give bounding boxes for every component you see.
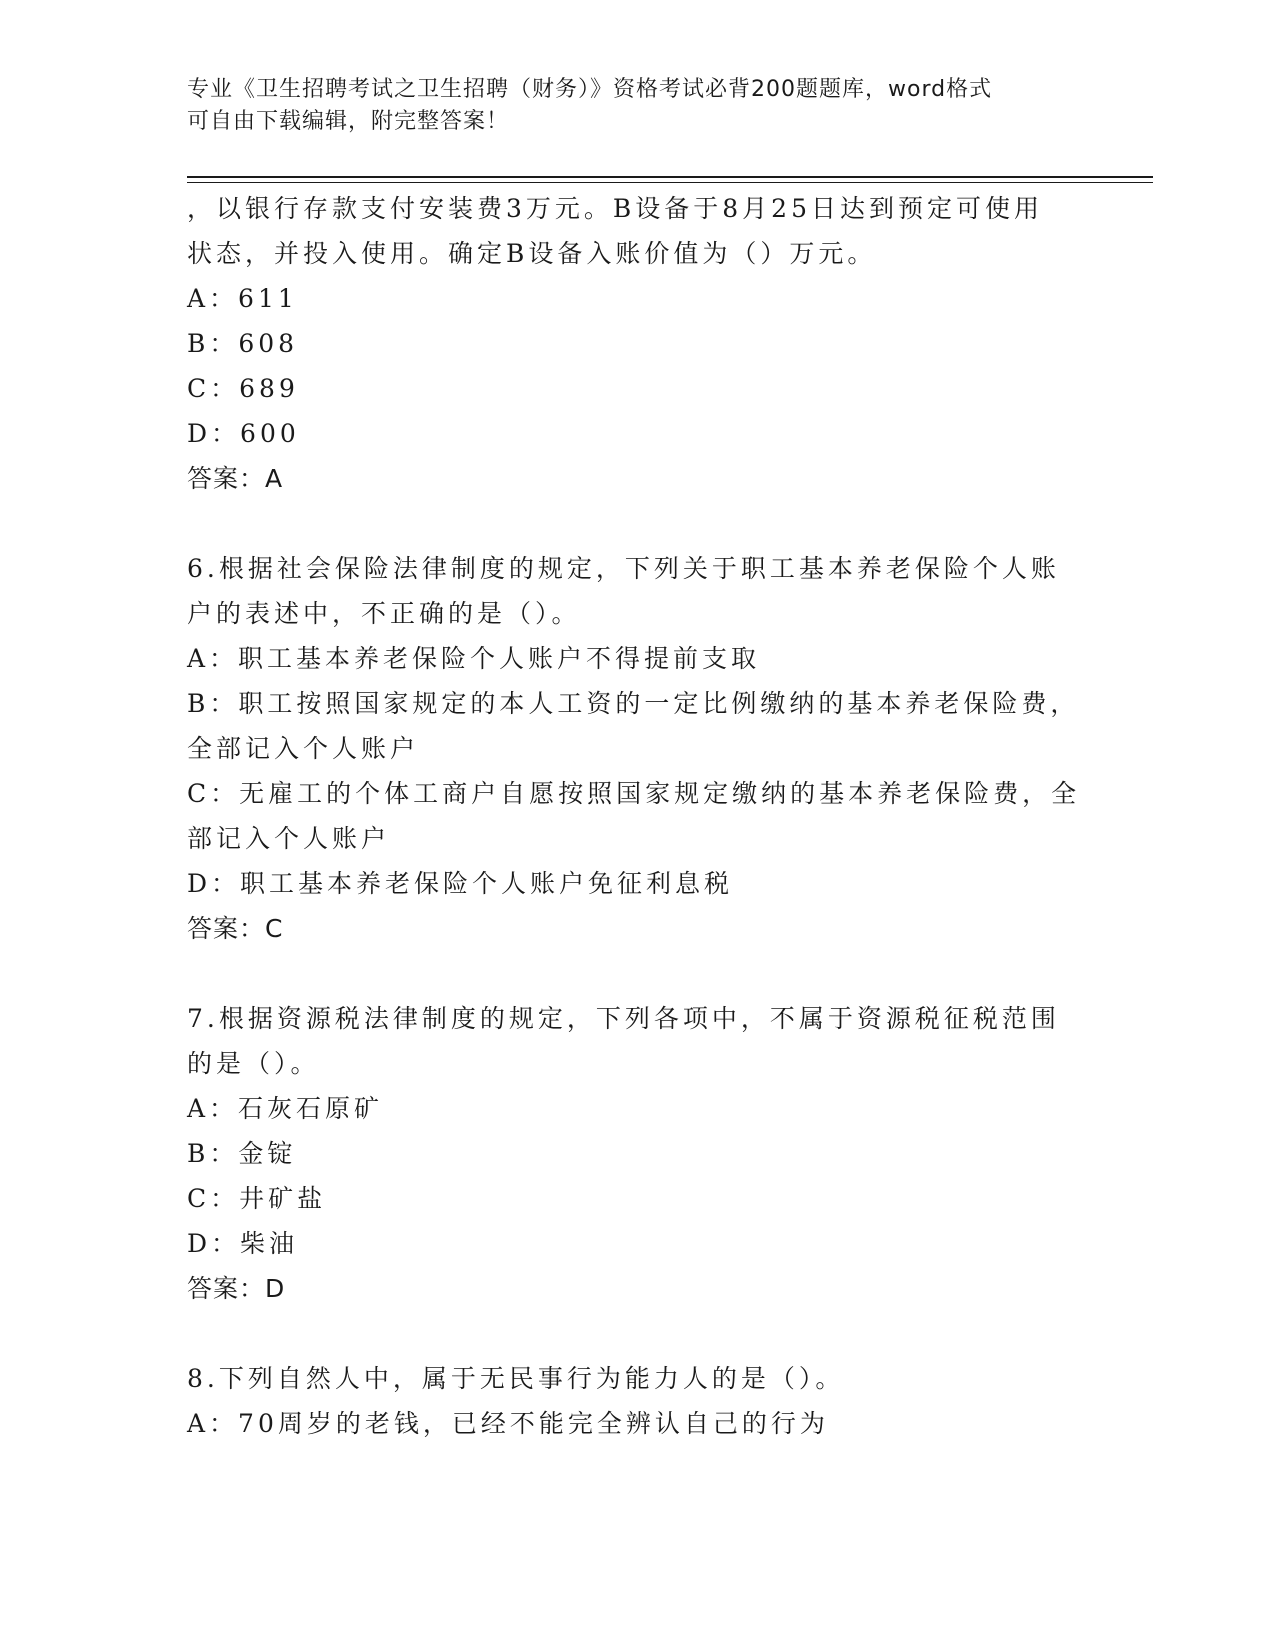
document-header xyxy=(187,74,1087,138)
question-7 xyxy=(187,996,1087,1311)
option-c-continued: 部记入个人账户 xyxy=(187,824,391,853)
question-stem-line: 8.下列自然人中，属于无民事行为能力人的是（）。 xyxy=(187,1364,845,1393)
answer-line: 答案：A xyxy=(187,464,284,493)
spacer xyxy=(187,951,1087,996)
question-5-fragment xyxy=(187,186,1087,501)
answer-line: 答案：D xyxy=(187,1274,286,1303)
spacer xyxy=(187,1311,1087,1356)
header-line-1: 专业《卫生招聘考试之卫生招聘（财务）》资格考试必背200题题库，word格式 xyxy=(187,77,993,102)
spacer xyxy=(187,501,1087,546)
option-c: C：689 xyxy=(187,374,299,403)
question-stem-line: 状态，并投入使用。确定B设备入账价值为（）万元。 xyxy=(187,239,877,268)
header-divider-thin xyxy=(187,182,1153,183)
question-stem-line: 的是（）。 xyxy=(187,1049,320,1078)
question-stem-line: 7.根据资源税法律制度的规定，下列各项中，不属于资源税征税范围 xyxy=(187,1004,1060,1033)
document-body xyxy=(187,186,1087,1446)
option-b: B：608 xyxy=(187,329,299,358)
option-d: D：柴油 xyxy=(187,1229,299,1258)
option-d: D：600 xyxy=(187,419,300,448)
question-stem-line: 6.根据社会保险法律制度的规定，下列关于职工基本养老保险个人账 xyxy=(187,554,1060,583)
header-line-2: 可自由下载编辑，附完整答案！ xyxy=(187,109,510,134)
option-c: C：井矿盐 xyxy=(187,1184,327,1213)
question-6 xyxy=(187,546,1087,951)
question-8 xyxy=(187,1356,1087,1446)
question-stem-line: 户的表述中，不正确的是（）。 xyxy=(187,599,581,628)
option-a: A：611 xyxy=(187,284,298,313)
answer-line: 答案：C xyxy=(187,914,284,943)
option-c: C：无雇工的个体工商户自愿按照国家规定缴纳的基本养老保险费，全 xyxy=(187,779,1081,808)
option-b: B：金锭 xyxy=(187,1139,297,1168)
option-b-continued: 全部记入个人账户 xyxy=(187,734,420,763)
option-a: A：职工基本养老保险个人账户不得提前支取 xyxy=(187,644,761,673)
option-a: A：石灰石原矿 xyxy=(187,1094,384,1123)
option-b: B：职工按照国家规定的本人工资的一定比例缴纳的基本养老保险费， xyxy=(187,689,1080,718)
option-d: D：职工基本养老保险个人账户免征利息税 xyxy=(187,869,734,898)
header-divider-thick xyxy=(187,176,1153,178)
question-stem-line: ，以银行存款支付安装费3万元。B设备于8月25日达到预定可使用 xyxy=(187,194,1043,223)
option-a: A：70周岁的老钱，已经不能完全辨认自己的行为 xyxy=(187,1409,829,1438)
